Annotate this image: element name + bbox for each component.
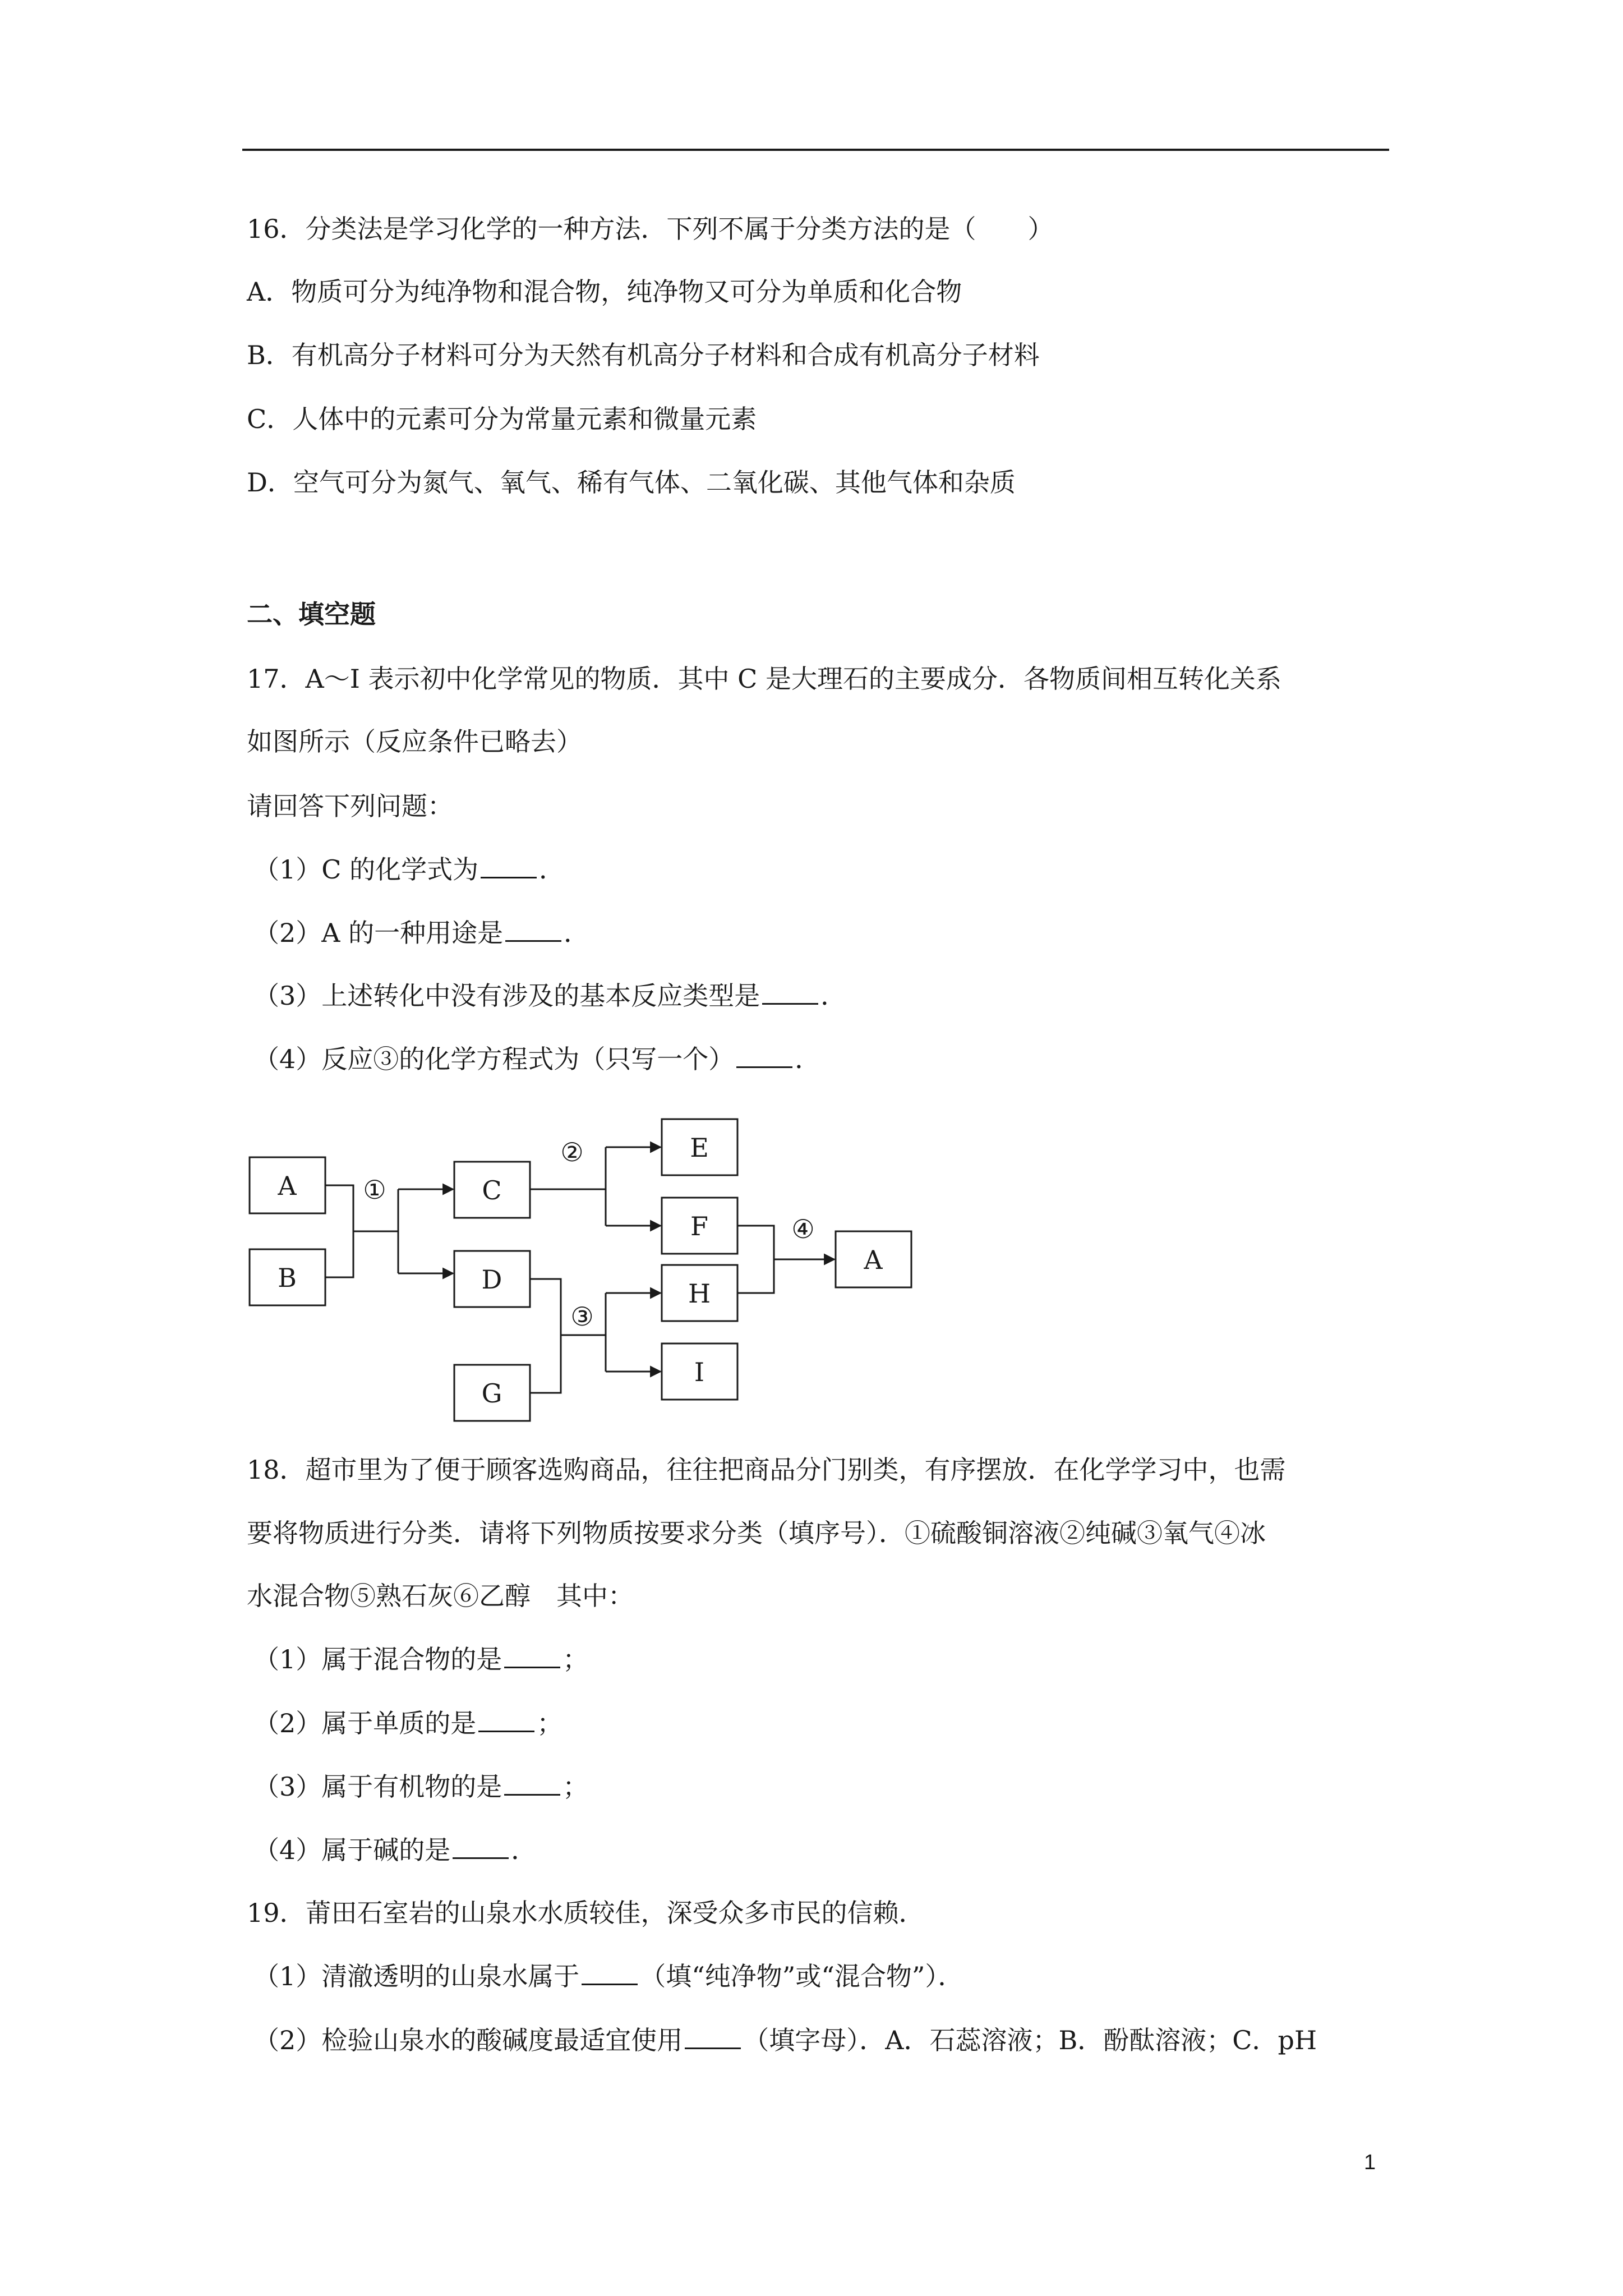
q19-item-2: （2）检验山泉水的酸碱度最适宜使用 （填字母）．A．石蕊溶液；B．酚酞溶液；C．pH (253, 2025, 1317, 2055)
q17-item-3: （3）上述转化中没有涉及的基本反应类型是 ． (253, 981, 847, 1011)
q16-option-d: D．空气可分为氮气、氧气、稀有气体、二氧化碳、其他气体和杂质 (247, 467, 1016, 498)
page-number: 1 (1364, 2151, 1376, 2174)
box-g-label: G (481, 1378, 502, 1409)
q17-item-2: （2）A 的一种用途是 ． (253, 918, 590, 948)
q16-option-a: A．物质可分为纯净物和混合物，纯净物又可分为单质和化合物 (247, 277, 962, 307)
box-e-label: E (690, 1133, 709, 1163)
answer-blank[interactable] (481, 854, 537, 878)
q18-item-4: （4）属于碱的是 ． (253, 1835, 537, 1865)
answer-blank[interactable] (505, 918, 561, 942)
box-i-label: I (694, 1357, 705, 1387)
q17-item-1: （1）C 的化学式为 ． (253, 854, 565, 885)
answer-blank[interactable] (582, 1961, 638, 1985)
q19-item-1: （1）清澈透明的山泉水属于 （填“纯净物”或“混合物”）． (253, 1961, 964, 1991)
reaction-4-label: ④ (791, 1214, 815, 1244)
answer-blank[interactable] (504, 1644, 560, 1668)
q18-stem-line1: 18．超市里为了便于顾客选购商品，往往把商品分门别类，有序摆放．在化学学习中，也需 (247, 1455, 1286, 1485)
box-a-right-label: A (864, 1245, 883, 1275)
reaction-diagram (247, 1102, 920, 1428)
answer-blank[interactable] (478, 1708, 534, 1732)
q18-item-3: （3）属于有机物的是 ； (253, 1772, 589, 1802)
answer-blank[interactable] (736, 1044, 792, 1068)
box-b-label: B (278, 1263, 297, 1293)
answer-blank[interactable] (685, 2025, 741, 2049)
q18-item-1: （1）属于混合物的是 ； (253, 1644, 589, 1674)
reaction-2-label: ② (560, 1137, 584, 1167)
header-rule (242, 149, 1389, 151)
q16-option-c: C．人体中的元素可分为常量元素和微量元素 (247, 404, 757, 434)
q17-stem-line2: 如图所示（反应条件已略去） (247, 726, 582, 757)
box-a-left-label: A (278, 1171, 297, 1201)
q18-item-2: （2）属于单质的是 ； (253, 1708, 563, 1738)
box-d-label: D (481, 1264, 502, 1295)
reaction-diagram-svg (247, 1102, 920, 1428)
box-h-label: H (688, 1278, 711, 1309)
q18-stem-line2: 要将物质进行分类．请将下列物质按要求分类（填序号）．①硫酸铜溶液②纯碱③氧气④冰 (247, 1518, 1266, 1548)
reaction-3-label: ③ (570, 1301, 594, 1332)
q16-option-b: B．有机高分子材料可分为天然有机高分子材料和合成有机高分子材料 (247, 340, 1040, 370)
q18-stem-line3: 水混合物⑤熟石灰⑥乙醇 其中： (247, 1581, 634, 1611)
q17-prompt: 请回答下列问题： (247, 791, 453, 821)
q17-stem-line1: 17．A～I 表示初中化学常见的物质．其中 C 是大理石的主要成分．各物质间相互转化关系 (247, 664, 1281, 694)
q16-stem: 16．分类法是学习化学的一种方法．下列不属于分类方法的是（ ） (247, 214, 1054, 244)
reaction-1-label: ① (363, 1175, 386, 1205)
box-c-label: C (482, 1175, 502, 1205)
q19-stem: 19．莆田石室岩的山泉水水质较佳，深受众多市民的信赖． (247, 1898, 925, 1928)
q17-item-4: （4）反应③的化学方程式为（只写一个） ． (253, 1044, 821, 1074)
section-title: 二、填空题 (247, 599, 376, 629)
box-f-label: F (690, 1211, 708, 1241)
answer-blank[interactable] (762, 981, 818, 1005)
answer-blank[interactable] (504, 1772, 560, 1796)
answer-blank[interactable] (453, 1835, 509, 1859)
